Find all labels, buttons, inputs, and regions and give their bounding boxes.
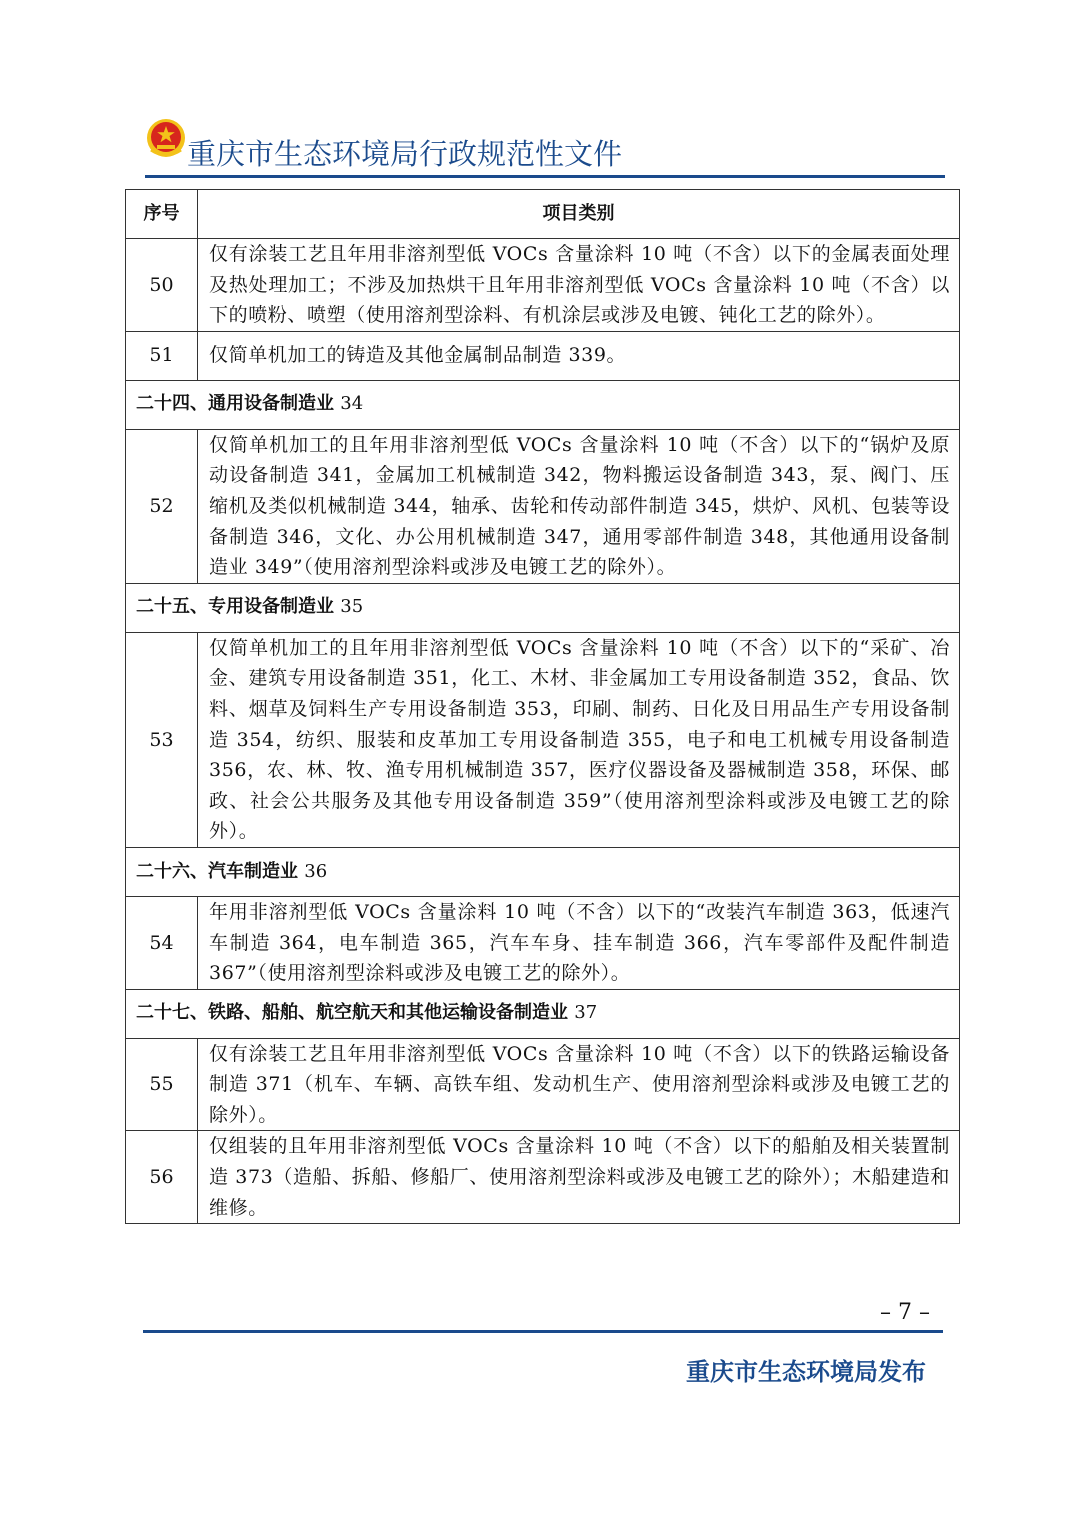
col-header-number: 序号 [126,190,198,239]
section-heading [126,380,960,429]
table-row [126,1131,960,1224]
header-divider [145,175,945,178]
row-number: 56 [126,1131,198,1224]
section-row [126,847,960,896]
row-text: 仅简单机加工的且年用非溶剂型低 VOCs 含量涂料 10 吨（不含）以下的“采矿、冶金、建筑专用设备制造 351，化工、木材、非金属加工专用设备制造 352，食品、饮料、烟草及饲料生产专用设备制造 353，印刷、制药、日化及日用品生产专用设备制造 354，纺织、服装和皮革加工专用设备制造 355，电子和电工机械专用设备制造 356，农、林、牧、渔专用机械制造 357，医疗仪器设备及器械制造 358，环保、邮政、社会公共服务及其他专用设备制造 359”（使用溶剂型涂料或涉及电镀工艺的除外）。 [198,632,960,847]
national-emblem-icon [145,118,187,160]
table-row [126,429,960,583]
section-label: 二十五、专用设备制造业 [136,596,334,618]
section-label: 二十四、通用设备制造业 [136,393,334,415]
row-number: 51 [126,331,198,380]
table-header-row [126,190,960,239]
section-row [126,583,960,632]
section-heading [126,847,960,896]
row-text: 仅简单机加工的且年用非溶剂型低 VOCs 含量涂料 10 吨（不含）以下的“锅炉及原动设备制造 341，金属加工机械制造 342，物料搬运设备制造 343，泵、阀门、压缩机及类似机械制造 344，轴承、齿轮和传动部件制造 345，烘炉、风机、包装等设备制造 346，文化、办公用机械制造 347，通用零部件制造 348，其他通用设备制造业 349”（使用溶剂型涂料或涉及电镀工艺的除外）。 [198,429,960,583]
footer-divider [143,1330,943,1333]
header-title: 重庆市生态环境局行政规范性文件 [187,137,623,171]
col-header-category: 项目类别 [198,190,960,239]
table-row [126,632,960,847]
row-number: 52 [126,429,198,583]
table-row [126,239,960,332]
section-row [126,989,960,1038]
row-text: 仅简单机加工的铸造及其他金属制品制造 339。 [198,331,960,380]
table-row [126,896,960,989]
table-row [126,1038,960,1131]
row-text: 仅有涂装工艺且年用非溶剂型低 VOCs 含量涂料 10 吨（不含）以下的铁路运输设备制造 371（机车、车辆、高铁车组、发动机生产、使用溶剂型涂料或涉及电镀工艺的除外）。 [198,1038,960,1131]
row-number: 54 [126,896,198,989]
document-header [145,118,945,178]
section-heading [126,583,960,632]
section-heading [126,989,960,1038]
row-number: 50 [126,239,198,332]
row-number: 55 [126,1038,198,1131]
page-number: – 7 – [880,1300,930,1325]
section-code: 34 [340,393,364,415]
project-category-table [125,189,960,1224]
row-text: 仅有涂装工艺且年用非溶剂型低 VOCs 含量涂料 10 吨（不含）以下的金属表面处理及热处理加工；不涉及加热烘干且年用非溶剂型低 VOCs 含量涂料 10 吨（不含）以下的喷粉、喷塑（使用溶剂型涂料、有机涂层或涉及电镀、钝化工艺的除外）。 [198,239,960,332]
section-code: 35 [340,596,364,618]
section-label: 二十六、汽车制造业 [136,860,298,882]
publisher-name: 重庆市生态环境局发布 [686,1358,926,1386]
section-label: 二十七、铁路、船舶、航空航天和其他运输设备制造业 [136,1002,568,1024]
row-text: 年用非溶剂型低 VOCs 含量涂料 10 吨（不含）以下的“改装汽车制造 363，低速汽车制造 364，电车制造 365，汽车车身、挂车制造 366，汽车零部件及配件制造 367”（使用溶剂型涂料或涉及电镀工艺的除外）。 [198,896,960,989]
section-code: 36 [304,860,328,882]
row-number: 53 [126,632,198,847]
row-text: 仅组装的且年用非溶剂型低 VOCs 含量涂料 10 吨（不含）以下的船舶及相关装置制造 373（造船、拆船、修船厂、使用溶剂型涂料或涉及电镀工艺的除外）；木船建造和维修。 [198,1131,960,1224]
section-row [126,380,960,429]
section-code: 37 [574,1002,598,1024]
table-row [126,331,960,380]
